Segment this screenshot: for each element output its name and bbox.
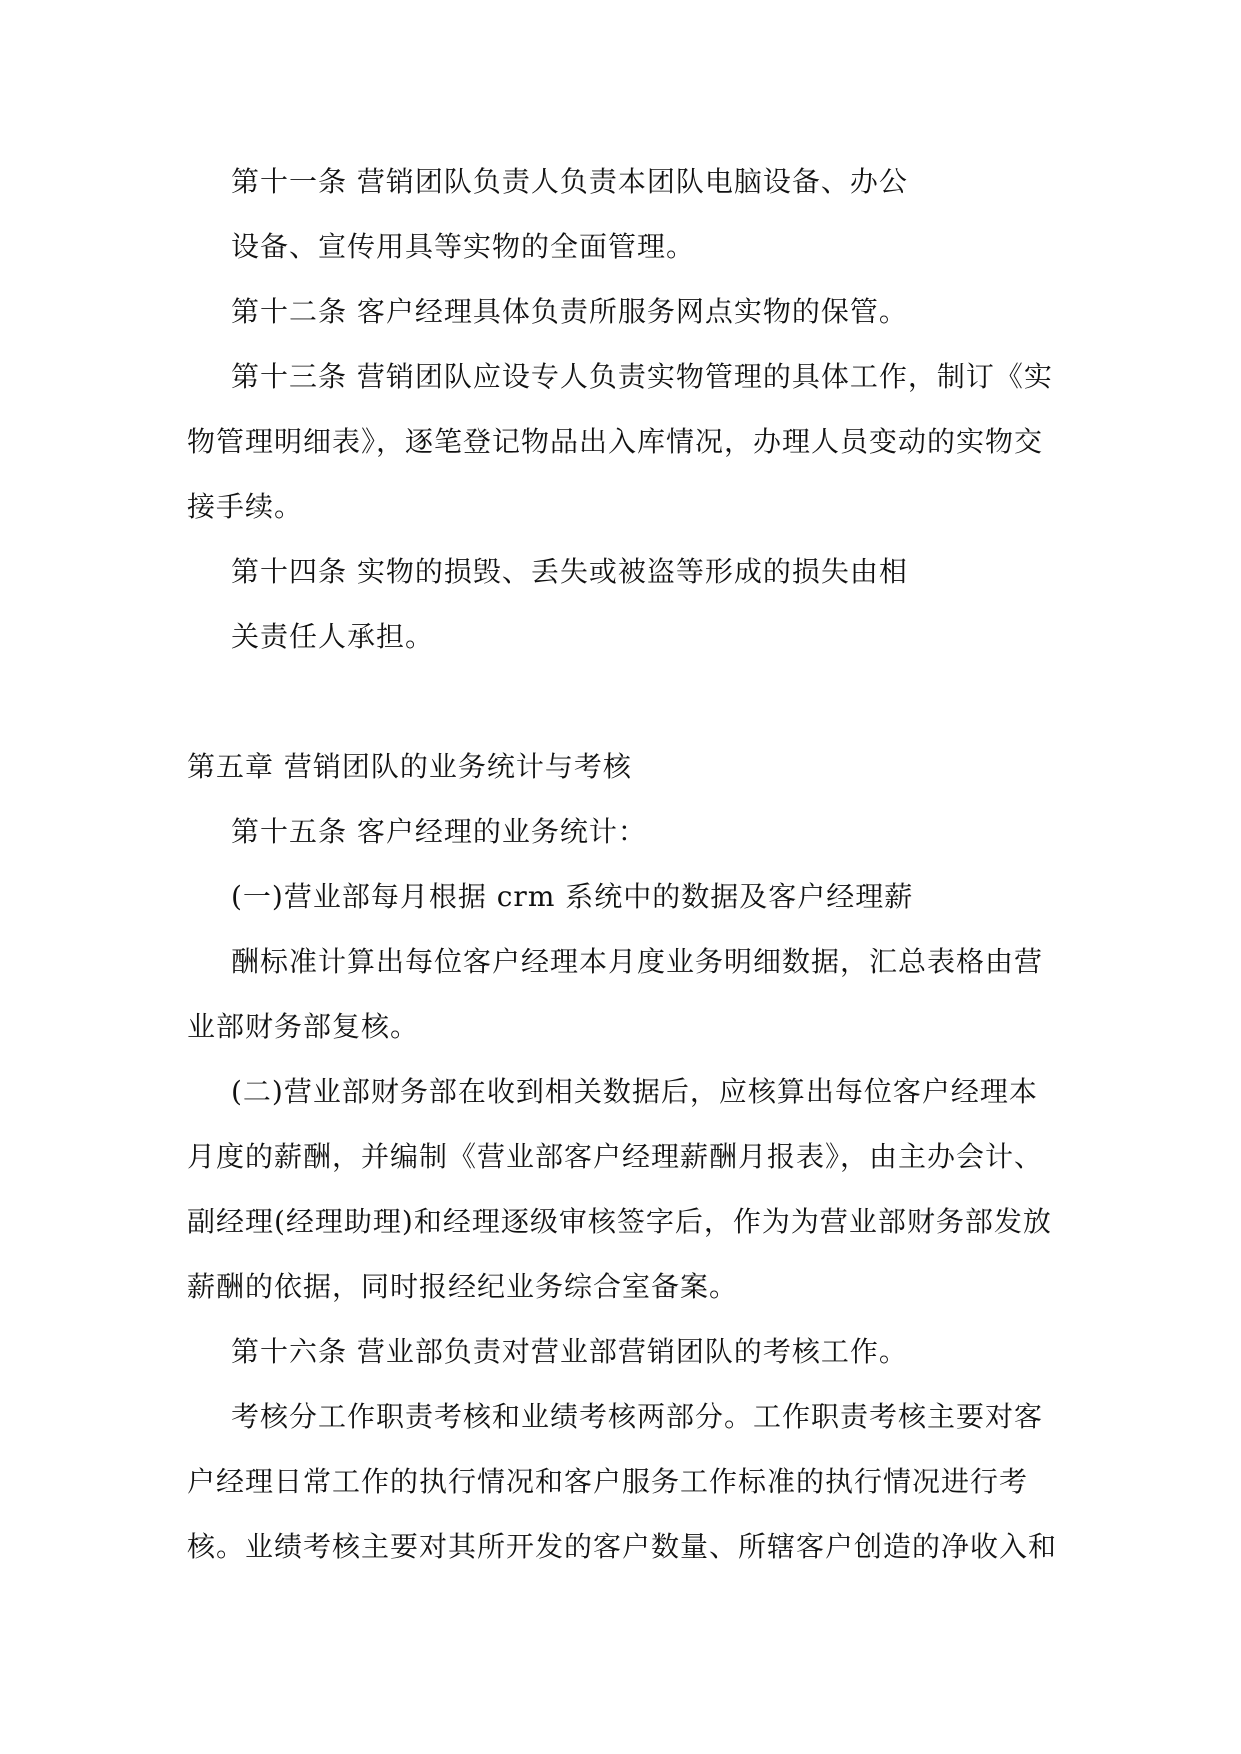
assessment-line-1: 考核分工作职责考核和业绩考核两部分。工作职责考核主要对客 [231, 1400, 1044, 1433]
chapter-5-heading: 第五章 营销团队的业务统计与考核 [187, 750, 632, 783]
article-15-item-2-line-3: 副经理(经理助理)和经理逐级审核签字后，作为为营业部财务部发放 [187, 1205, 1052, 1238]
article-15-item-2-line-1: (二)营业部财务部在收到相关数据后，应核算出每位客户经理本 [231, 1075, 1038, 1108]
article-16-line-1: 第十六条 营业部负责对营业部营销团队的考核工作。 [231, 1335, 908, 1368]
article-15-item-2-line-4: 薪酬的依据，同时报经纪业务综合室备案。 [187, 1270, 739, 1303]
article-15-item-1-line-3: 业部财务部复核。 [187, 1010, 420, 1043]
article-13-line-2: 物管理明细表》，逐笔登记物品出入库情况，办理人员变动的实物交 [187, 425, 1044, 458]
article-13-line-1: 第十三条 营销团队应设专人负责实物管理的具体工作，制订《实 [231, 360, 1053, 393]
article-13-line-3: 接手续。 [187, 490, 304, 523]
article-15-item-2-line-2: 月度的薪酬，并编制《营业部客户经理薪酬月报表》，由主办会计、 [187, 1140, 1044, 1173]
article-14-line-2: 关责任人承担。 [231, 620, 435, 653]
assessment-line-2: 户经理日常工作的执行情况和客户服务工作标准的执行情况进行考 [187, 1465, 1029, 1498]
article-11-line-1: 第十一条 营销团队负责人负责本团队电脑设备、办公 [231, 165, 908, 198]
article-15-item-1-line-2: 酬标准计算出每位客户经理本月度业务明细数据，汇总表格由营 [231, 945, 1044, 978]
article-15-line-1: 第十五条 客户经理的业务统计： [231, 815, 647, 848]
article-15-item-1-line-1: (一)营业部每月根据 crm 系统中的数据及客户经理薪 [231, 880, 914, 913]
assessment-line-3: 核。业绩考核主要对其所开发的客户数量、所辖客户创造的净收入和 [187, 1530, 1058, 1563]
article-12-line-1: 第十二条 客户经理具体负责所服务网点实物的保管。 [231, 295, 908, 328]
article-11-line-2: 设备、宣传用具等实物的全面管理。 [231, 230, 696, 263]
article-14-line-1: 第十四条 实物的损毁、丢失或被盗等形成的损失由相 [231, 555, 908, 588]
